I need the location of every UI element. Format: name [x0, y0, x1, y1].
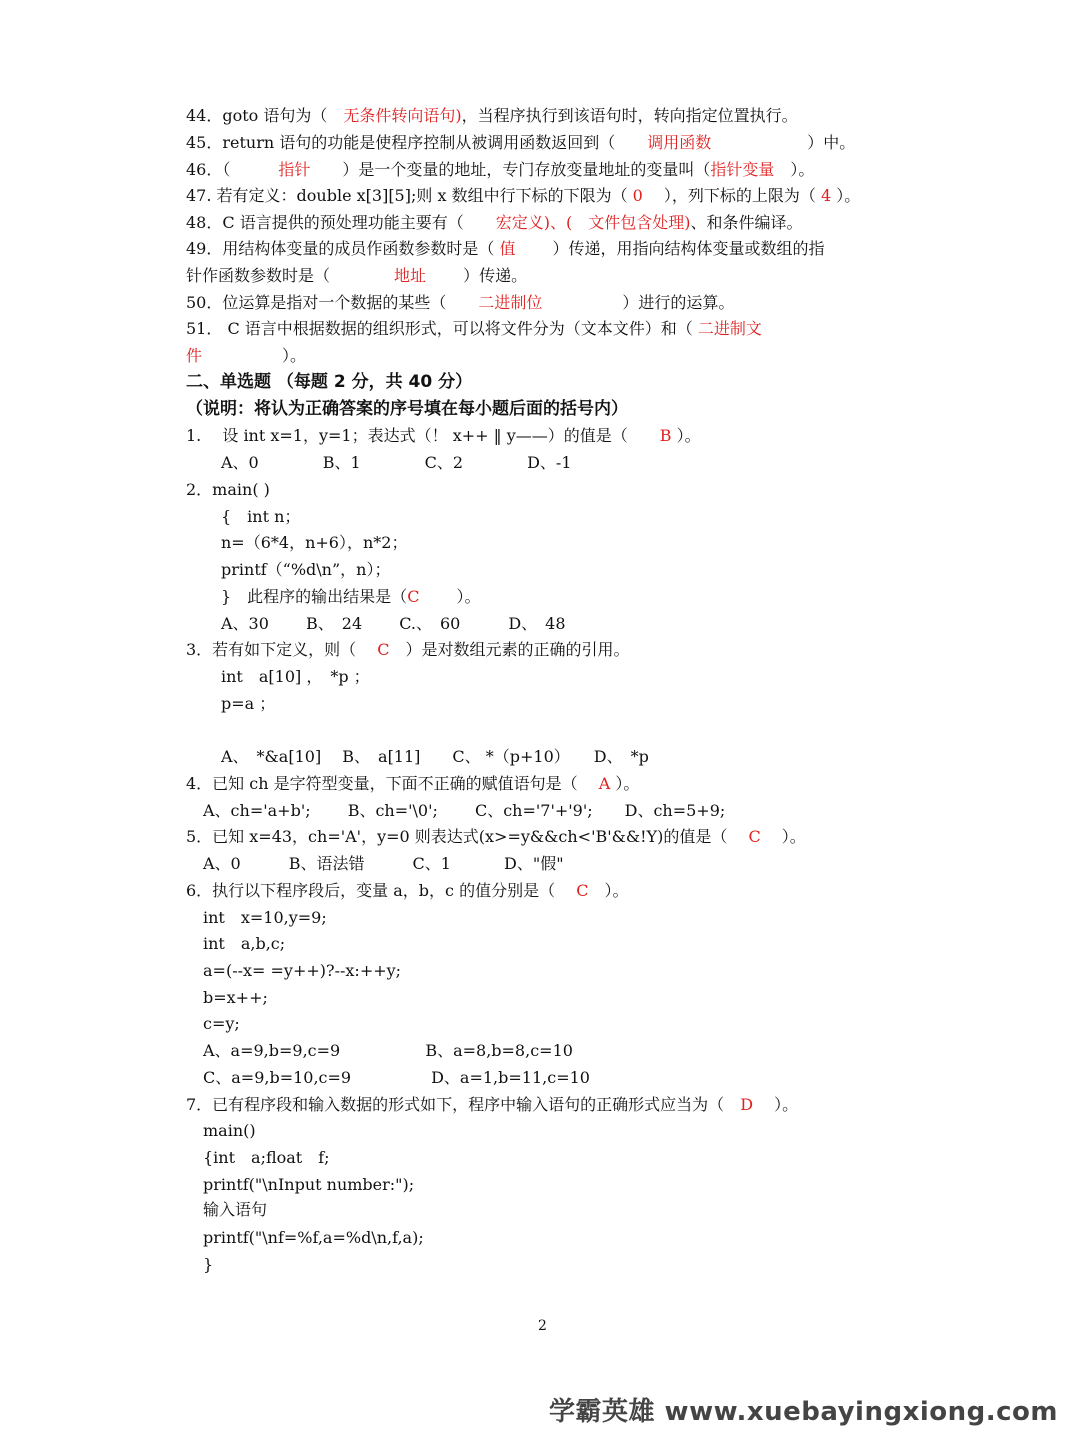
- mc6-options: A、a=9,b=9,c=9 B、a=8,b=8,c=10: [203, 1041, 573, 1060]
- q50-answer: 二进制位: [478, 293, 543, 312]
- mc1-question: 1. 设 int x=1，y=1；表达式（！ x++ ‖ y——）的值是（ B ）。: [186, 426, 701, 445]
- q46-answer-1: 指针: [278, 160, 311, 179]
- mc6-code-line: c=y;: [203, 1014, 240, 1033]
- mc4-question: 4．已知 ch 是字符型变量，下面不正确的赋值语句是（ A ）。: [186, 774, 640, 793]
- q48-line: 48．C 语言提供的预处理功能主要有（ 宏定义)、( 文件包含处理)、和条件编译。: [186, 213, 803, 232]
- q44-line: 44．goto 语句为（ 无条件转向语句)，当程序执行到该语句时，转向指定位置执行。: [186, 106, 798, 125]
- q46-answer-2: 指针变量: [710, 160, 775, 179]
- q49-line-2: 针作函数参数时是（ 地址 ）传递。: [186, 266, 528, 285]
- mc7-question: 7．已有程序段和输入数据的形式如下，程序中输入语句的正确形式应当为（ D ）。: [186, 1095, 799, 1114]
- mc7-code-line: }: [203, 1255, 214, 1274]
- mc2-code-line: printf（“%d\n”，n）；: [221, 560, 391, 579]
- mc4-options: A、ch='a+b'; B、ch='\0'; C、ch='7'+'9'; D、ch=5+9;: [203, 801, 726, 820]
- mc5-options: A、0 B、语法错 C、1 D、"假": [203, 854, 564, 873]
- mc2-code-line: n=（6*4，n+6），n*2；: [221, 533, 408, 552]
- q50-line: 50．位运算是指对一个数据的某些（ 二进制位 ）进行的运算。: [186, 293, 735, 312]
- q47-line: 47. 若有定义：double x[3][5];则 x 数组中行下标的下限为（ 0 ），列下标的上限为（ 4 ）。: [186, 186, 861, 205]
- mc2-answer: C: [407, 587, 420, 606]
- section-note: （说明：将认为正确答案的序号填在每小题后面的括号内）: [186, 399, 628, 419]
- q51-line-1: 51． C 语言中根据数据的组织形式，可以将文件分为（文本文件）和（ 二进制文: [186, 319, 762, 338]
- q47-answer-1: 0: [632, 186, 643, 205]
- q48-answer: 宏定义)、( 文件包含处理): [495, 213, 691, 232]
- mc6-code-line: b=x++;: [203, 988, 268, 1007]
- mc2-question: } 此程序的输出结果是（C ）。: [221, 587, 481, 606]
- watermark: 学霸英雄 www.xuebayingxiong.com: [549, 1397, 1058, 1427]
- q51-line-2: 件 ）。: [186, 346, 307, 365]
- q51-answer: 二进制文: [697, 319, 762, 338]
- mc3-code-line: p=a ；: [221, 694, 276, 713]
- mc7-code-line: printf("\nf=%f,a=%d\n,f,a);: [203, 1228, 424, 1247]
- q46-line: 46．（ 指针 ）是一个变量的地址，专门存放变量地址的变量叫（指针变量 ）。: [186, 160, 815, 179]
- mc6-options: C、a=9,b=10,c=9 D、a=1,b=11,c=10: [203, 1068, 590, 1087]
- mc3-question: 3．若有如下定义，则（ C ）是对数组元素的正确的引用。: [186, 640, 630, 659]
- q45-answer: 调用函数: [647, 133, 712, 152]
- mc7-answer: D: [740, 1095, 754, 1114]
- mc6-question: 6．执行以下程序段后，变量 a，b，c 的值分别是（ C ）。: [186, 881, 629, 900]
- q45-line: 45．return 语句的功能是使程序控制从被调用函数返回到（ 调用函数 ）中。: [186, 133, 856, 152]
- mc3-code-line: int a[10] ， *p ；: [221, 667, 370, 686]
- mc7-code-line: main(): [203, 1121, 256, 1140]
- q49-answer-2: 地址: [394, 266, 427, 285]
- mc4-answer: A: [598, 774, 611, 793]
- mc2-options: A、30 B、 24 C.、 60 D、 48: [221, 614, 566, 633]
- mc6-answer: C: [576, 881, 589, 900]
- mc5-question: 5．已知 x=43，ch='A'，y=0 则表达式(x>=y&&ch<'B'&&!Y)的值是（ C ）。: [186, 827, 806, 846]
- page-number: 2: [538, 1318, 547, 1334]
- section-title: 二、单选题 （每题 2 分，共 40 分）: [186, 372, 473, 392]
- mc6-code-line: int a,b,c;: [203, 934, 286, 953]
- mc2-code-line: 2．main( ): [186, 480, 270, 499]
- mc5-answer: C: [748, 827, 761, 846]
- mc3-answer: C: [377, 640, 390, 659]
- q49-answer-1: 值: [499, 239, 516, 258]
- mc1-answer: B: [659, 426, 672, 445]
- mc7-code-line: 输入语句: [203, 1200, 268, 1219]
- q44-answer: 无条件转向语句): [343, 106, 462, 125]
- mc6-code-line: a=(--x= =y++)?--x:++y;: [203, 961, 402, 980]
- mc3-options: A、 *&a[10] B、 a[11] C、 *（p+10） D、 *p: [221, 747, 649, 766]
- mc7-code-line: {int a;float f;: [203, 1148, 330, 1167]
- mc7-code-line: printf("\nInput number:");: [203, 1175, 415, 1194]
- mc2-code-line: { int n；: [221, 507, 301, 526]
- q47-answer-2: 4: [821, 186, 832, 205]
- q49-line-1: 49．用结构体变量的成员作函数参数时是（ 值 ）传递，用指向结构体变量或数组的指: [186, 239, 825, 258]
- mc6-code-line: int x=10,y=9;: [203, 908, 327, 927]
- mc1-options: A、0 B、1 C、2 D、-1: [221, 453, 572, 472]
